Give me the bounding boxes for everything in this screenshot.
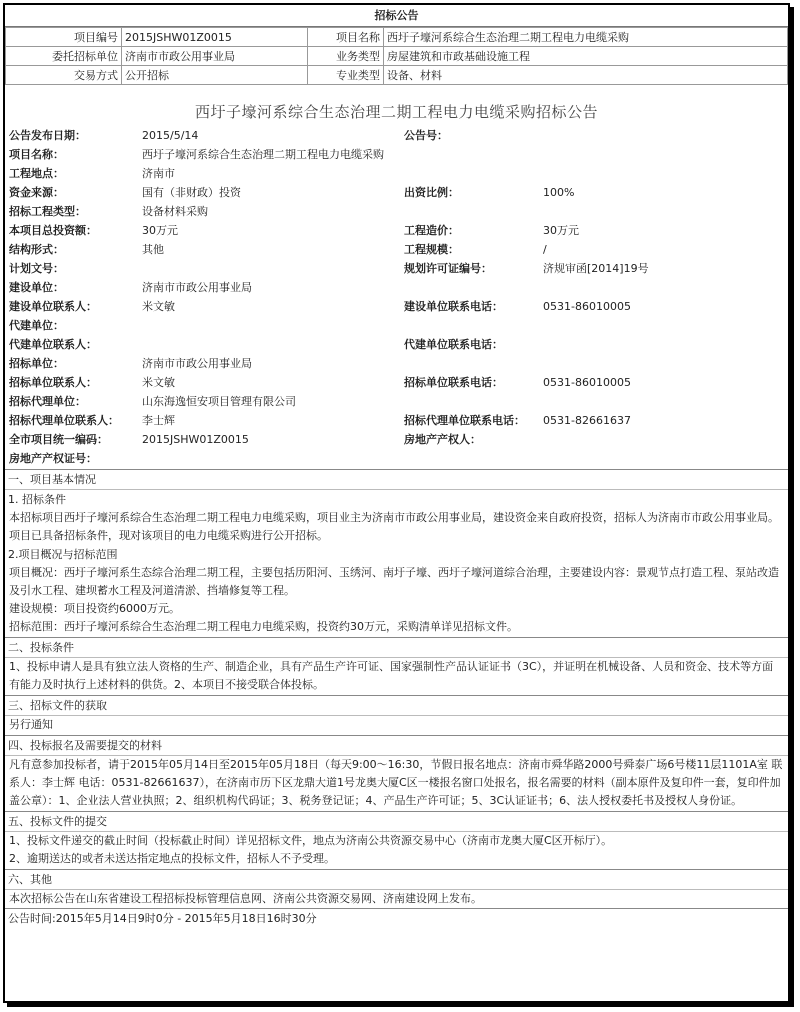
field-label: 本项目总投资额： — [9, 224, 97, 237]
field-value: 30万元 — [142, 224, 178, 237]
field-row — [5, 354, 788, 373]
paragraph: 1、投标文件递交的截止时间（投标截止时间）详见招标文件，地点为济南公共资源交易中心（济南市龙奥大厦C区开标厅）。 — [9, 834, 613, 847]
field-label — [404, 145, 543, 164]
field-value — [140, 316, 404, 335]
field-row — [5, 164, 788, 183]
field-value: 山东海逸恒安项目管理有限公司 — [142, 395, 296, 408]
field-label: 出资比例： — [404, 186, 459, 199]
field-label: 招标单位联系人： — [9, 376, 97, 389]
meta-label: 委托招标单位 — [6, 47, 122, 66]
section-heading: 五、投标文件的提交 — [5, 811, 788, 832]
field-label — [404, 164, 543, 183]
meta-row — [6, 28, 788, 47]
field-value: 米文敏 — [142, 300, 175, 313]
meta-value: 2015JSHW01Z0015 — [122, 28, 308, 47]
notice-title: 西圩子壕河系综合生态治理二期工程电力电缆采购招标公告 — [194, 103, 598, 121]
field-value — [543, 126, 788, 145]
meta-label: 交易方式 — [6, 66, 122, 85]
paragraph: 本次招标公告在山东省建设工程招标投标管理信息网、济南公共资源交易网、济南建设网上发布。 — [9, 892, 482, 905]
meta-value: 公开招标 — [122, 66, 308, 85]
field-value: 米文敏 — [142, 376, 175, 389]
paragraph: 项目概况：西圩子壕河系生态综合治理二期工程，主要包括历阳河、玉绣河、南圩子壕、西圩子壕河道综合治理，主要建设内容：景观节点打造工程、泵站改造及引水工程、建坝蓄水工程及河道清淤、挡墙修复等工程。 — [9, 566, 779, 597]
field-label: 代建单位联系人： — [9, 338, 97, 351]
field-label: 招标单位： — [9, 357, 64, 370]
field-value — [140, 449, 404, 468]
field-value: 李士辉 — [142, 414, 175, 427]
section-heading: 六、其他 — [5, 869, 788, 890]
meta-row — [6, 66, 788, 85]
field-label: 房地产产权证号： — [9, 452, 97, 465]
field-row — [5, 202, 788, 221]
field-label: 规划许可证编号： — [404, 262, 492, 275]
field-value — [140, 335, 404, 354]
field-label: 建设单位： — [9, 281, 64, 294]
field-label: 招标代理单位： — [9, 395, 86, 408]
section-heading: 三、招标文件的获取 — [5, 695, 788, 716]
field-label: 工程地点： — [9, 167, 64, 180]
field-value — [543, 316, 788, 335]
field-row — [5, 145, 788, 164]
field-value: 济南市市政公用事业局 — [142, 281, 252, 294]
field-value — [543, 164, 788, 183]
field-row — [5, 297, 788, 316]
field-label — [404, 392, 543, 411]
field-value: 国有（非财政）投资 — [142, 186, 241, 199]
field-value — [140, 259, 404, 278]
field-value: 0531-86010005 — [543, 376, 631, 389]
field-label — [404, 316, 543, 335]
field-value — [543, 430, 788, 449]
publish-time-footer: 公告时间:2015年5月14日9时0分 - 2015年5月18日16时30分 — [5, 908, 788, 928]
field-row — [5, 126, 788, 145]
meta-label: 专业类型 — [308, 66, 384, 85]
field-label: 招标代理单位联系人： — [9, 414, 119, 427]
field-row — [5, 392, 788, 411]
meta-label: 项目编号 — [6, 28, 122, 47]
field-row — [5, 183, 788, 202]
field-value — [543, 449, 788, 468]
meta-table — [5, 27, 788, 85]
field-label — [404, 202, 543, 221]
section-heading: 二、投标条件 — [5, 637, 788, 658]
meta-label: 项目名称 — [308, 28, 384, 47]
field-value: 设备材料采购 — [142, 205, 208, 218]
field-value: 济规审函[2014]19号 — [543, 262, 649, 275]
field-value — [543, 354, 788, 373]
field-label — [404, 278, 543, 297]
field-row — [5, 278, 788, 297]
field-label: 建设单位联系人： — [9, 300, 97, 313]
paragraph: 1、投标申请人是具有独立法人资格的生产、制造企业，具有产品生产许可证、国家强制性产品认证证书（3C），并证明在机械设备、人员和资金、技术等方面有能力及时执行上述材料的供货。2、本项目不接受联合体投标。 — [9, 660, 774, 691]
meta-label: 业务类型 — [308, 47, 384, 66]
field-label: 资金来源： — [9, 186, 64, 199]
field-label: 工程规模： — [404, 243, 459, 256]
field-label: 代建单位： — [9, 319, 64, 332]
field-row — [5, 240, 788, 259]
field-value: 2015/5/14 — [142, 129, 199, 142]
field-label: 公告发布日期： — [9, 129, 86, 142]
meta-row — [6, 47, 788, 66]
field-label: 代建单位联系电话： — [404, 338, 503, 351]
paragraph: 建设规模：项目投资约6000万元。 — [9, 602, 180, 615]
field-label: 全市项目统一编码： — [9, 433, 108, 446]
field-label: 招标代理单位联系电话： — [404, 414, 525, 427]
field-value: 西圩子壕河系综合生态治理二期工程电力电缆采购 — [142, 148, 384, 161]
paragraph: 招标范围：西圩子壕河系综合生态治理二期工程电力电缆采购，投资约30万元，采购清单详见招标文件。 — [9, 620, 518, 633]
field-value: 济南市 — [142, 167, 175, 180]
header-title: 招标公告 — [5, 5, 788, 27]
field-label: 房地产产权人： — [404, 433, 481, 446]
field-value: 30万元 — [543, 224, 579, 237]
field-row — [5, 335, 788, 354]
field-label: 建设单位联系电话： — [404, 300, 503, 313]
field-label: 工程造价： — [404, 224, 459, 237]
notice-frame — [3, 3, 790, 1003]
subsection-heading: 1. 招标条件 — [8, 493, 66, 506]
meta-value: 西圩子壕河系综合生态治理二期工程电力电缆采购 — [384, 28, 788, 47]
paragraph: 凡有意参加投标者，请于2015年05月14日至2015年05月18日（每天9:00～16:30，节假日报名地点：济南市舜华路2000号舜泰广场6号楼11层1101A室 联系人：李士辉 电话：0531-82661637），在济南市历下区龙鼎大道1号龙奥大厦C区一楼报名窗口处报名，报名需要的材料（副本原件及复印件一套，复印件加盖公章）：1、企业法人营业执照；2、组织机构代码证；3、税务登记证；4、产品生产许可证；5、3C认证证书；6、法人授权委托书及授权人身份证。 — [9, 758, 783, 807]
field-value: 其他 — [142, 243, 164, 256]
field-label — [404, 449, 543, 468]
meta-value: 设备、材料 — [384, 66, 788, 85]
field-label: 招标单位联系电话： — [404, 376, 503, 389]
field-value: 2015JSHW01Z0015 — [142, 433, 249, 446]
field-row — [5, 221, 788, 240]
field-label: 项目名称： — [9, 148, 64, 161]
field-label: 计划文号： — [9, 262, 64, 275]
field-row — [5, 449, 788, 468]
field-value — [543, 202, 788, 221]
info-fields — [5, 126, 788, 468]
field-row — [5, 411, 788, 430]
field-row — [5, 259, 788, 278]
field-value: 济南市市政公用事业局 — [142, 357, 252, 370]
meta-value: 房屋建筑和市政基础设施工程 — [384, 47, 788, 66]
field-label: 公告号： — [404, 129, 448, 142]
field-label: 招标工程类型： — [9, 205, 86, 218]
field-value: 0531-86010005 — [543, 300, 631, 313]
paragraph: 本招标项目西圩子壕河系综合生态治理二期工程电力电缆采购，项目业主为济南市市政公用事业局，建设资金来自政府投资，招标人为济南市市政公用事业局。项目已具备招标条件，现对该项目的电力电缆采购进行公开招标。 — [9, 511, 779, 542]
field-row — [5, 316, 788, 335]
field-value — [543, 392, 788, 411]
field-row — [5, 430, 788, 449]
field-value — [543, 278, 788, 297]
field-value — [543, 145, 788, 164]
field-label — [404, 354, 543, 373]
paragraph: 另行通知 — [9, 718, 53, 731]
section-heading: 四、投标报名及需要提交的材料 — [5, 735, 788, 756]
field-value: 0531-82661637 — [543, 414, 631, 427]
field-value: / — [543, 243, 547, 256]
meta-value: 济南市市政公用事业局 — [122, 47, 308, 66]
field-value — [543, 335, 788, 354]
field-row — [5, 373, 788, 392]
field-label: 结构形式： — [9, 243, 64, 256]
field-value: 100% — [543, 186, 575, 199]
paragraph: 2、逾期送达的或者未送达指定地点的投标文件，招标人不予受理。 — [9, 852, 335, 865]
subsection-heading: 2.项目概况与招标范围 — [8, 548, 118, 561]
section-heading: 一、项目基本情况 — [5, 469, 788, 490]
